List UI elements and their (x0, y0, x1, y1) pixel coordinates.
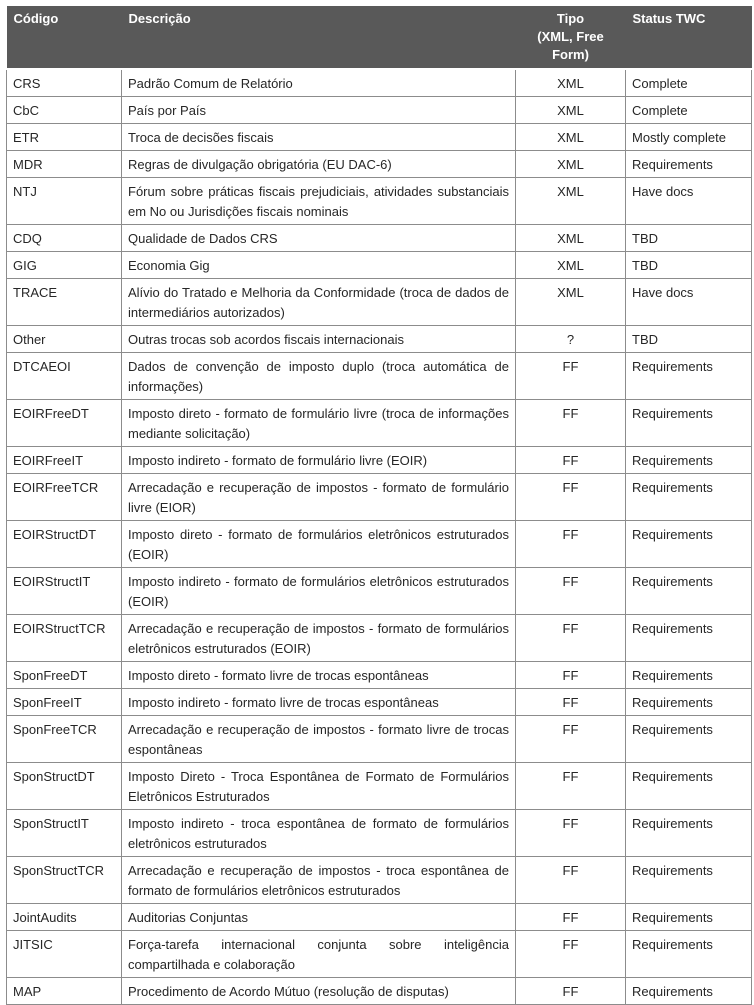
table-row (7, 447, 752, 474)
cell-status: Requirements (626, 978, 752, 1005)
cell-status: Requirements (626, 568, 752, 615)
cell-tipo: XML (516, 279, 626, 326)
header-codigo: Código (7, 6, 122, 69)
cell-codigo: SponStructIT (7, 810, 122, 857)
cell-descricao: Qualidade de Dados CRS (122, 225, 516, 252)
cell-status: Requirements (626, 400, 752, 447)
table-row (7, 400, 752, 447)
cell-descricao: Imposto direto - formato de formulário livre (troca de informações mediante solicitação) (122, 400, 516, 447)
header-tipo-line2: (XML, Free (537, 29, 604, 44)
cell-tipo: XML (516, 69, 626, 97)
cell-codigo: GIG (7, 252, 122, 279)
table-row (7, 69, 752, 97)
cell-tipo: FF (516, 978, 626, 1005)
cell-status: Requirements (626, 857, 752, 904)
cell-descricao: Regras de divulgação obrigatória (EU DAC-6) (122, 151, 516, 178)
cell-tipo: FF (516, 904, 626, 931)
cell-tipo: FF (516, 568, 626, 615)
cell-codigo: MDR (7, 151, 122, 178)
cell-codigo: EOIRStructTCR (7, 615, 122, 662)
cell-status: Requirements (626, 447, 752, 474)
cell-status: TBD (626, 326, 752, 353)
table-row (7, 931, 752, 978)
header-descricao: Descrição (122, 6, 516, 69)
cell-codigo: DTCAEOI (7, 353, 122, 400)
cell-status: TBD (626, 225, 752, 252)
cell-codigo: EOIRFreeIT (7, 447, 122, 474)
cell-codigo: JITSIC (7, 931, 122, 978)
cell-codigo: CRS (7, 69, 122, 97)
cell-descricao: Alívio do Tratado e Melhoria da Conformidade (troca de dados de intermediários autorizados) (122, 279, 516, 326)
cell-codigo: JointAudits (7, 904, 122, 931)
cell-status: Requirements (626, 810, 752, 857)
cell-descricao: Padrão Comum de Relatório (122, 69, 516, 97)
cell-codigo: Other (7, 326, 122, 353)
cell-codigo: TRACE (7, 279, 122, 326)
table-body (7, 69, 752, 1005)
cell-codigo: MAP (7, 978, 122, 1005)
table-row (7, 124, 752, 151)
cell-descricao: Imposto indireto - formato livre de trocas espontâneas (122, 689, 516, 716)
cell-tipo: FF (516, 474, 626, 521)
cell-descricao: Outras trocas sob acordos fiscais internacionais (122, 326, 516, 353)
table-row (7, 252, 752, 279)
cell-codigo: NTJ (7, 178, 122, 225)
cell-descricao: Imposto Direto - Troca Espontânea de Formato de Formulários Eletrônicos Estruturados (122, 763, 516, 810)
cell-status: Mostly complete (626, 124, 752, 151)
table-row (7, 763, 752, 810)
cell-descricao: Imposto indireto - troca espontânea de formato de formulários eletrônicos estruturados (122, 810, 516, 857)
cell-status: Requirements (626, 353, 752, 400)
table-row (7, 978, 752, 1005)
cell-descricao: Arrecadação e recuperação de impostos - formato livre de trocas espontâneas (122, 716, 516, 763)
table-row (7, 326, 752, 353)
cell-codigo: ETR (7, 124, 122, 151)
cell-descricao: Dados de convenção de imposto duplo (troca automática de informações) (122, 353, 516, 400)
cell-tipo: FF (516, 447, 626, 474)
cell-tipo: FF (516, 662, 626, 689)
cell-codigo: CbC (7, 97, 122, 124)
cell-descricao: Força-tarefa internacional conjunta sobre inteligência compartilhada e colaboração (122, 931, 516, 978)
header-tipo (516, 6, 626, 69)
cell-status: Requirements (626, 151, 752, 178)
table-row (7, 857, 752, 904)
cell-status: Requirements (626, 474, 752, 521)
cell-status: Requirements (626, 763, 752, 810)
cell-tipo: XML (516, 225, 626, 252)
cell-tipo: ? (516, 326, 626, 353)
header-status: Status TWC (626, 6, 752, 69)
cell-descricao: Imposto direto - formato de formulários eletrônicos estruturados (EOIR) (122, 521, 516, 568)
table-row (7, 279, 752, 326)
table-row (7, 716, 752, 763)
cell-status: Requirements (626, 716, 752, 763)
table-row (7, 178, 752, 225)
cell-tipo: XML (516, 178, 626, 225)
table-row (7, 474, 752, 521)
cell-codigo: EOIRStructDT (7, 521, 122, 568)
cell-descricao: Imposto direto - formato livre de trocas espontâneas (122, 662, 516, 689)
cell-codigo: SponFreeTCR (7, 716, 122, 763)
cell-tipo: XML (516, 124, 626, 151)
cell-status: Requirements (626, 931, 752, 978)
cell-status: Requirements (626, 689, 752, 716)
cell-descricao: Troca de decisões fiscais (122, 124, 516, 151)
cell-tipo: XML (516, 97, 626, 124)
cell-codigo: SponStructTCR (7, 857, 122, 904)
table-row (7, 662, 752, 689)
cell-status: Complete (626, 69, 752, 97)
cell-descricao: Auditorias Conjuntas (122, 904, 516, 931)
cell-tipo: FF (516, 353, 626, 400)
cell-descricao: Imposto indireto - formato de formulários eletrônicos estruturados (EOIR) (122, 568, 516, 615)
cell-descricao: Arrecadação e recuperação de impostos - formato de formulário livre (EIOR) (122, 474, 516, 521)
cell-codigo: CDQ (7, 225, 122, 252)
cell-tipo: FF (516, 521, 626, 568)
cell-status: Have docs (626, 279, 752, 326)
cell-tipo: FF (516, 689, 626, 716)
cell-descricao: Arrecadação e recuperação de impostos - formato de formulários eletrônicos estruturados (EOIR) (122, 615, 516, 662)
cell-tipo: FF (516, 857, 626, 904)
table-row (7, 810, 752, 857)
cell-tipo: FF (516, 810, 626, 857)
cell-codigo: SponFreeDT (7, 662, 122, 689)
cell-status: Requirements (626, 615, 752, 662)
cell-codigo: EOIRFreeTCR (7, 474, 122, 521)
cell-codigo: EOIRStructIT (7, 568, 122, 615)
exchange-types-table-container (6, 6, 751, 1005)
table-row (7, 97, 752, 124)
cell-tipo: FF (516, 615, 626, 662)
table-row (7, 689, 752, 716)
cell-codigo: EOIRFreeDT (7, 400, 122, 447)
cell-descricao: Procedimento de Acordo Mútuo (resolução de disputas) (122, 978, 516, 1005)
cell-status: Requirements (626, 521, 752, 568)
cell-tipo: XML (516, 252, 626, 279)
cell-status: Have docs (626, 178, 752, 225)
cell-tipo: FF (516, 716, 626, 763)
cell-status: Requirements (626, 904, 752, 931)
header-tipo-line3: Form) (552, 47, 589, 62)
cell-codigo: SponFreeIT (7, 689, 122, 716)
cell-tipo: XML (516, 151, 626, 178)
cell-descricao: Imposto indireto - formato de formulário livre (EOIR) (122, 447, 516, 474)
cell-tipo: FF (516, 400, 626, 447)
cell-status: Requirements (626, 662, 752, 689)
cell-status: TBD (626, 252, 752, 279)
cell-tipo: FF (516, 763, 626, 810)
cell-descricao: País por País (122, 97, 516, 124)
table-header-row (7, 6, 752, 69)
cell-descricao: Arrecadação e recuperação de impostos - troca espontânea de formato de formulários eletrônicos estruturados (122, 857, 516, 904)
cell-descricao: Economia Gig (122, 252, 516, 279)
cell-status: Complete (626, 97, 752, 124)
table-row (7, 904, 752, 931)
exchange-types-table (6, 6, 752, 1005)
table-row (7, 615, 752, 662)
cell-tipo: FF (516, 931, 626, 978)
cell-codigo: SponStructDT (7, 763, 122, 810)
table-row (7, 521, 752, 568)
table-row (7, 353, 752, 400)
header-tipo-line1: Tipo (556, 11, 585, 26)
table-row (7, 151, 752, 178)
cell-descricao: Fórum sobre práticas fiscais prejudiciais, atividades substanciais em No ou Jurisdições fiscais nominais (122, 178, 516, 225)
table-row (7, 568, 752, 615)
table-row (7, 225, 752, 252)
